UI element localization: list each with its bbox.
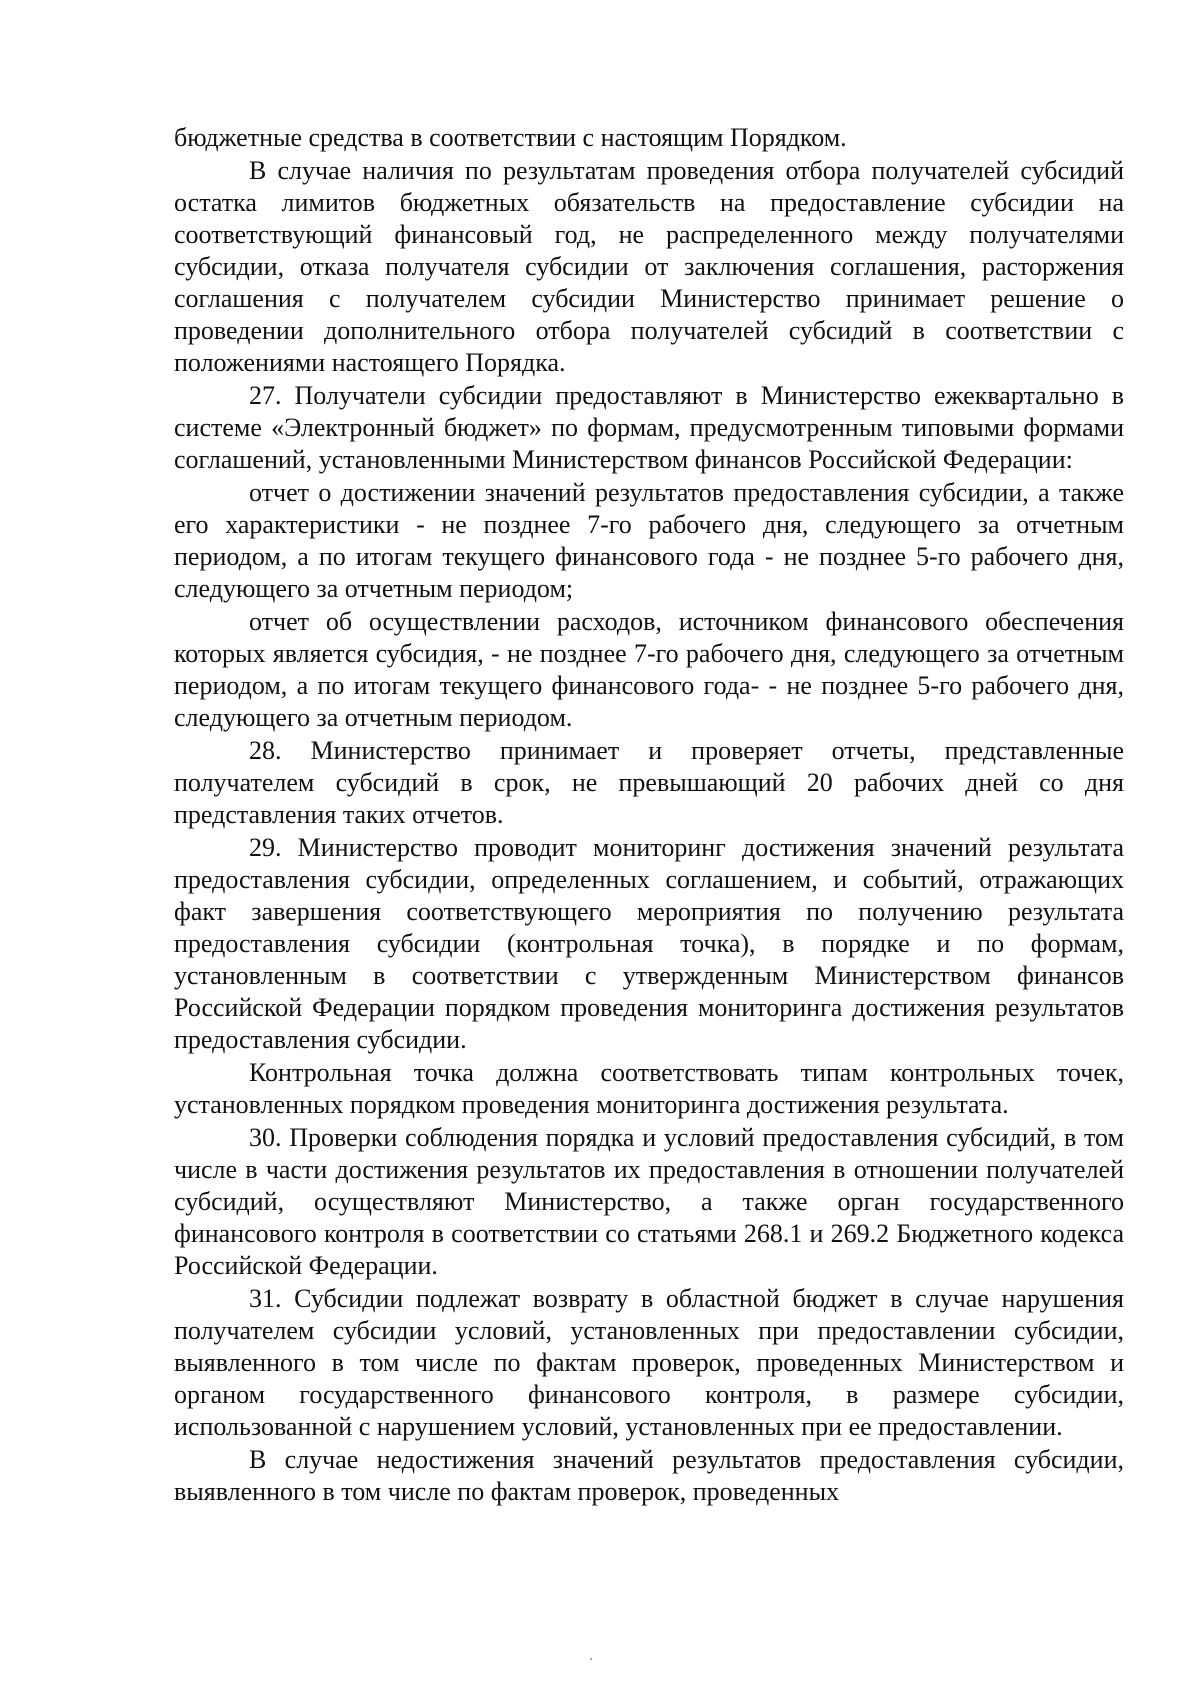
paragraph-item-30: 30. Проверки соблюдения порядка и условий предоставления субсидий, в том числе в части достижения результатов их предоставления в отношении получателей субсидий, осуществляют Министерство, а также орган государственного финансового контроля в соответствии со статьями 268.1 и 269.2 Бюджетного кодекса Российской Федерации. (174, 1123, 1124, 1280)
paragraph-item-29: 29. Министерство проводит мониторинг достижения значений результата предоставления субсидии, определенных соглашением, и событий, отражающих факт завершения соответствующего мероприятия по получению результата предоставления субсидии (контрольная точка), в порядке и по формам, установленным в соответствии с утвержденным Министерством финансов Российской Федерации порядком проведения мониторинга достижения результатов предоставления субсидии. (174, 833, 1124, 1054)
paragraph-item-28: 28. Министерство принимает и проверяет отчеты, представленные получателем субсидий в срок, не превышающий 20 рабочих дней со дня представления таких отчетов. (174, 736, 1124, 829)
paragraph-report-results: отчет о достижении значений результатов предоставления субсидии, а также его характеристики - не позднее 7-го рабочего дня, следующего за отчетным периодом, а по итогам текущего финансового года - не позднее 5-го рабочего дня, следующего за отчетным периодом; (174, 478, 1124, 603)
paragraph-report-expenses: отчет об осуществлении расходов, источником финансового обеспечения которых является субсидия, - не позднее 7-го рабочего дня, следующего за отчетным периодом, а по итогам текущего финансового года- - не позднее 5-го рабочего дня, следующего за отчетным периодом. (174, 607, 1124, 732)
paragraph-continuation: бюджетные средства в соответствии с настоящим Порядком. (174, 123, 847, 152)
paragraph-item-31: 31. Субсидии подлежат возврату в областной бюджет в случае нарушения получателем субсидии условий, установленных при предоставлении субсидии, выявленного в том числе по фактам проверок, проведенных Министерством и органом государственного финансового контроля, в размере субсидии, использованной с нарушением условий, установленных при ее предоставлении. (174, 1284, 1124, 1441)
paragraph-control-point: Контрольная точка должна соответствовать типам контрольных точек, установленных порядком проведения мониторинга достижения результата. (174, 1058, 1124, 1119)
paragraph-additional-selection: В случае наличия по результатам проведения отбора получателей субсидий остатка лимитов бюджетных обязательств на предоставление субсидии на соответствующий финансовый год, не распределенного между получателями субсидии, отказа получателя субсидии от заключения соглашения, расторжения соглашения с получателем субсидии Министерство принимает решение о проведении дополнительного отбора получателей субсидий в соответствии с положениями настоящего Порядка. (174, 156, 1124, 377)
paragraph-nonachievement: В случае недостижения значений результатов предоставления субсидии, выявленного в том числе по фактам проверок, проведенных (174, 1445, 1124, 1506)
document-body (174, 122, 1124, 1509)
scan-speck (590, 1658, 592, 1660)
paragraph-item-27: 27. Получатели субсидии предоставляют в Министерство ежеквартально в системе «Электронный бюджет» по формам, предусмотренным типовыми формами соглашений, установленными Министерством финансов Российской Федерации: (174, 381, 1124, 474)
